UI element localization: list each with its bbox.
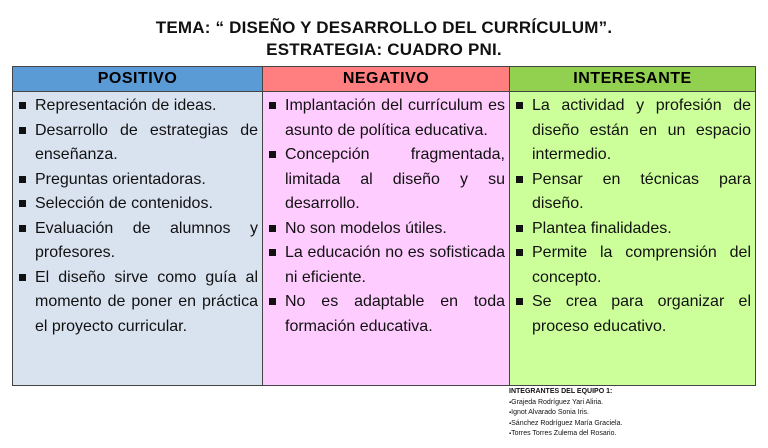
list-item: Permite la comprensión del concepto. bbox=[514, 241, 751, 290]
list-item: Se crea para organizar el proceso educativo. bbox=[514, 290, 751, 339]
column-interesante bbox=[510, 92, 756, 386]
pni-table bbox=[12, 66, 756, 386]
list-item: Evaluación de alumnos y profesores. bbox=[17, 217, 258, 266]
list-item: La educación no es sofisticada ni eficiente. bbox=[267, 241, 505, 290]
column-negativo bbox=[263, 92, 510, 386]
list-item: No son modelos útiles. bbox=[267, 217, 505, 242]
list-item: Desarrollo de estrategias de enseñanza. bbox=[17, 119, 258, 168]
list-item: Pensar en técnicas para diseño. bbox=[514, 168, 751, 217]
list-item: Representación de ideas. bbox=[17, 94, 258, 119]
list-item: Concepción fragmentada, limitada al diseño y su desarrollo. bbox=[267, 143, 505, 217]
team-member: ▪ Sánchez Rodríguez María Graciela. bbox=[509, 419, 622, 430]
team-member: ▪ Grajeda Rodríguez Yari Aliria. bbox=[509, 398, 622, 409]
header-positivo: POSITIVO bbox=[13, 67, 263, 92]
team-members bbox=[509, 387, 622, 440]
title-topic: TEMA: “ DISEÑO Y DESARROLLO DEL CURRÍCULUM”. bbox=[155, 18, 613, 37]
list-item: El diseño sirve como guía al momento de poner en práctica el proyecto curricular. bbox=[17, 266, 258, 340]
list-item: Preguntas orientadoras. bbox=[17, 168, 258, 193]
list-item: Implantación del currículum es asunto de política educativa. bbox=[267, 94, 505, 143]
header-negativo: NEGATIVO bbox=[263, 67, 510, 92]
column-positivo bbox=[13, 92, 263, 386]
list-item: No es adaptable en toda formación educativa. bbox=[267, 290, 505, 339]
list-item: Selección de contenidos. bbox=[17, 192, 258, 217]
team-heading: INTEGRANTES DEL EQUIPO 1: bbox=[509, 388, 613, 395]
list-item: Plantea finalidades. bbox=[514, 217, 751, 242]
title-strategy: ESTRATEGIA: CUADRO PNI. bbox=[266, 40, 502, 59]
team-member: ▪ Ignot Alvarado Sonia Iris. bbox=[509, 408, 622, 419]
team-member: ▪ Torres Torres Zulema del Rosario. bbox=[509, 429, 622, 440]
header-interesante: INTERESANTE bbox=[510, 67, 756, 92]
list-item: La actividad y profesión de diseño están en un espacio intermedio. bbox=[514, 94, 751, 168]
